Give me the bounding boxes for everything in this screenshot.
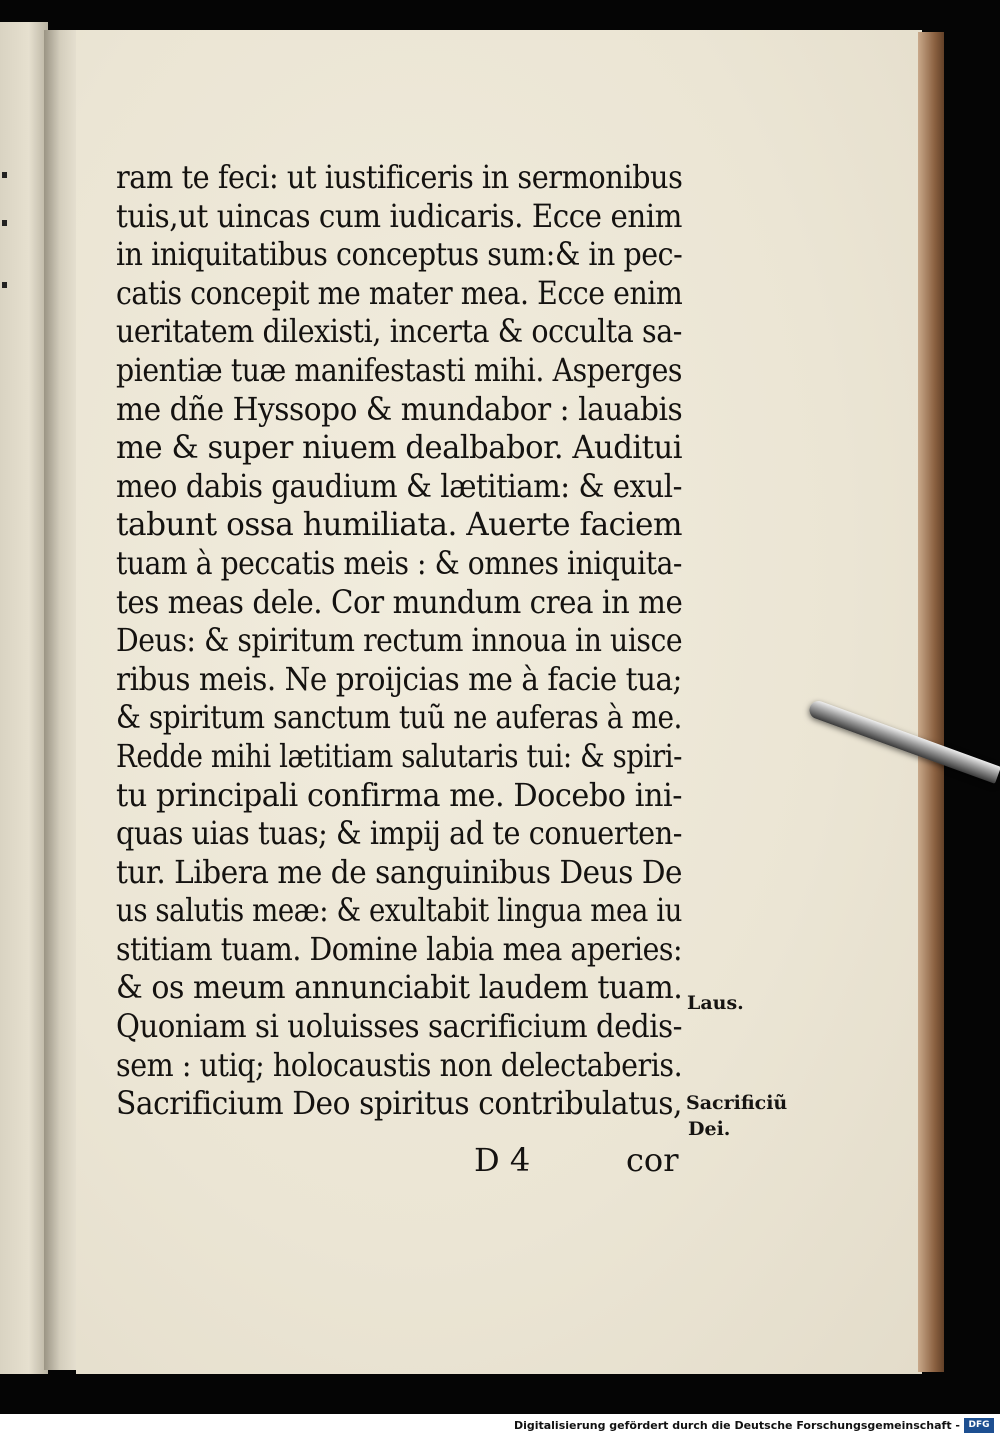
text-line: ribus meis. Ne proijcias me à facie tua;	[116, 659, 682, 698]
text-line: catis concepit me mater mea. Ecce enim	[116, 273, 683, 312]
footer-bar	[0, 1414, 1000, 1438]
text-line: tu principali confirma me. Docebo ini-	[116, 775, 682, 814]
text-line: Quoniam si uoluisses sacrificium dedis-	[116, 1007, 682, 1046]
footer-credit: Digitalisierung gefördert durch die Deutsche Forschungsgemeinschaft -	[513, 1419, 960, 1432]
text-line: tuis,ut uincas cum iudicaris. Ecce enim	[116, 196, 682, 235]
book-gutter	[44, 30, 80, 1370]
text-line: us salutis meæ: & exultabit lingua mea iu	[116, 891, 683, 930]
text-line: pientiæ tuæ manifestasti mihi. Asperges	[116, 350, 682, 389]
text-line: me & super niuem dealbabor. Auditui	[116, 428, 682, 467]
text-line: me dñe Hyssopo & mundabor : lauabis	[116, 389, 683, 428]
text-line: Sacrificium Deo spiritus contribulatus,	[116, 1084, 682, 1123]
text-line: quas uias tuas; & impij ad te conuerten-	[116, 814, 682, 853]
main-text-block	[116, 158, 682, 1123]
text-line: & spiritum sanctum tuũ ne auferas à me.	[116, 698, 682, 737]
text-line: stitiam tuam. Domine labia mea aperies:	[116, 929, 683, 968]
text-line: sem : utiq; holocaustis non delectaberis.	[116, 1045, 683, 1084]
text-line: Deus: & spiritum rectum innoua in uisce	[116, 621, 683, 660]
marginal-note-laus: Laus.	[687, 992, 744, 1014]
show-through-text	[760, 350, 860, 440]
text-line: meo dabis gaudium & lætitiam: & exul-	[116, 466, 682, 505]
left-page-marks	[2, 172, 10, 572]
text-line: ram te feci: ut iustificeris in sermonibus	[116, 158, 683, 196]
marginal-note-dei: Dei.	[688, 1118, 731, 1140]
text-line: tabunt ossa humiliata. Auerte faciem	[116, 505, 682, 544]
text-line: ueritatem dilexisti, incerta & occulta sa-	[116, 312, 682, 351]
catchword: cor	[626, 1141, 679, 1179]
page-fore-edge	[918, 32, 946, 1372]
background-dark	[944, 30, 1000, 1414]
marginal-note-sacrificium: Sacrificiũ	[686, 1092, 788, 1114]
text-line: tur. Libera me de sanguinibus Deus De	[116, 852, 682, 891]
text-line: tuam à peccatis meis : & omnes iniquita-	[116, 543, 682, 582]
dfg-logo: DFG	[964, 1418, 994, 1433]
text-line: & os meum annunciabit laudem tuam.	[116, 968, 683, 1007]
text-line: tes meas dele. Cor mundum crea in me	[116, 582, 683, 621]
text-line: in iniquitatibus conceptus sum:& in pec-	[116, 235, 683, 274]
left-page-edge	[0, 22, 48, 1374]
signature-mark: D 4	[474, 1141, 531, 1179]
text-line: Redde mihi lætitiam salutaris tui: & spiri-	[116, 736, 682, 775]
